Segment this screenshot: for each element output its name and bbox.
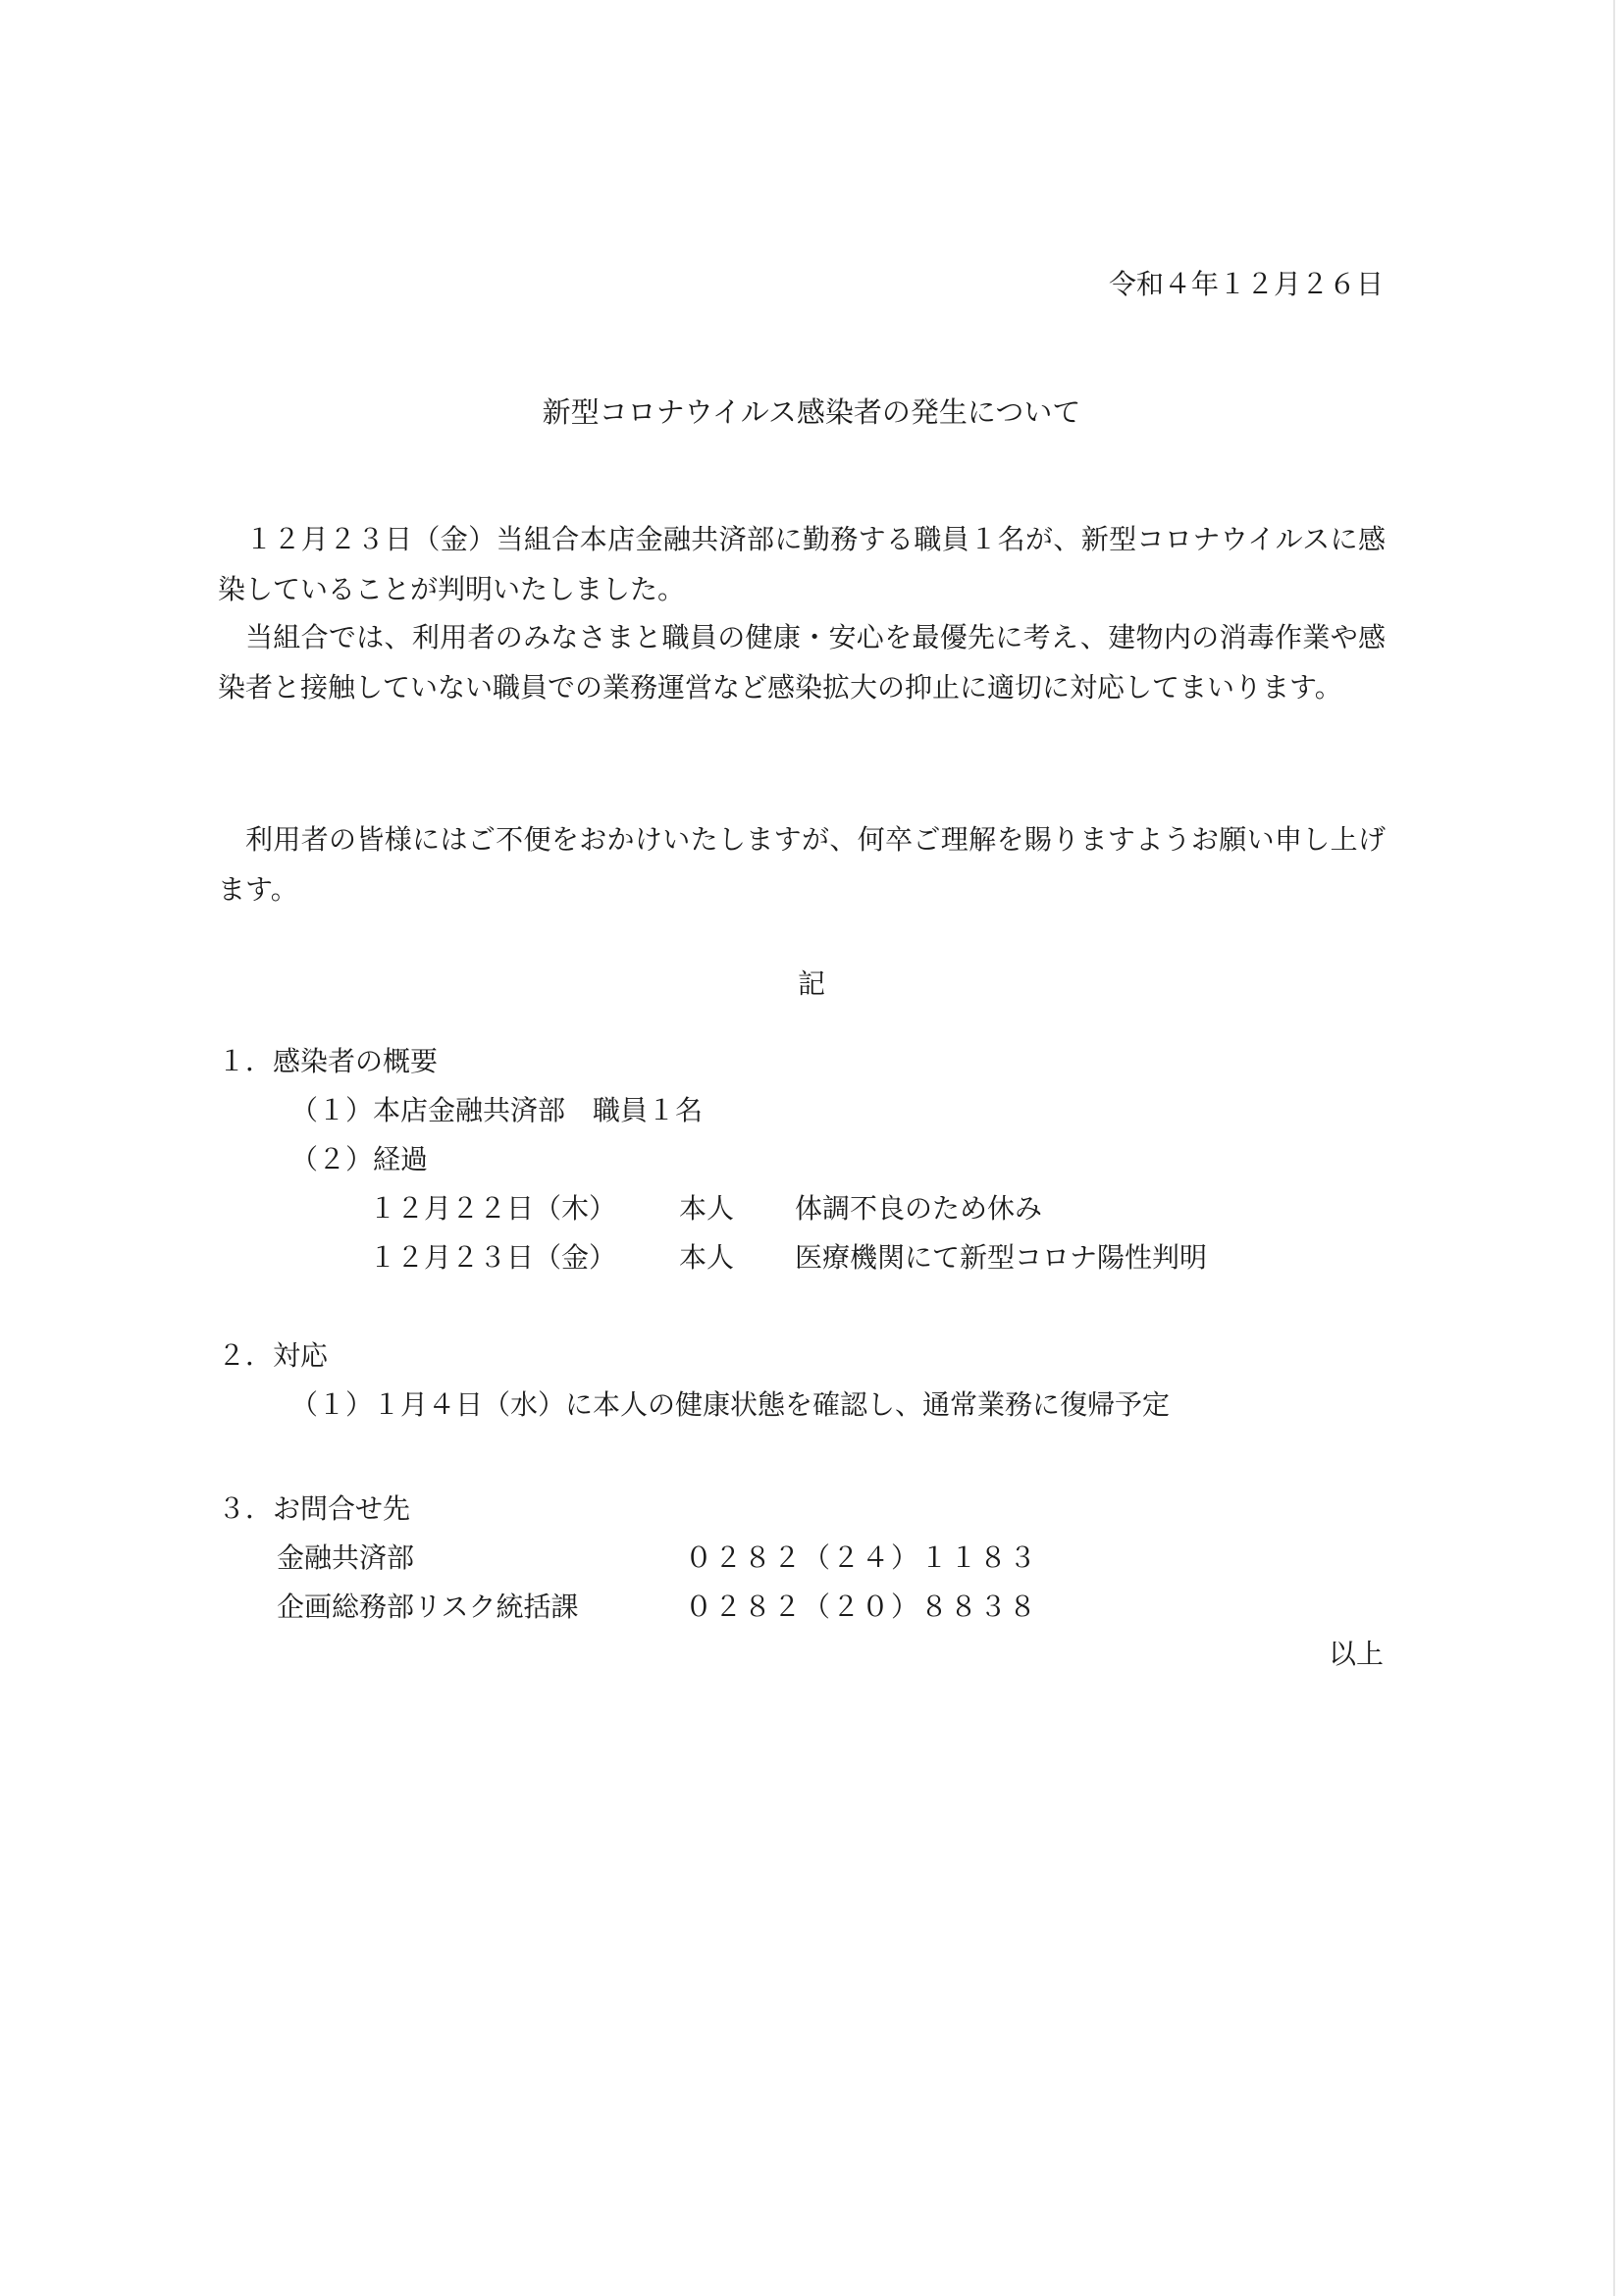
paragraph-2: 当組合では、利用者のみなさまと職員の健康・安心を最優先に考え、建物内の消毒作業や感染者と接触していない職員での業務運営など感染拡大の抑止に適切に対応してまいります。 bbox=[218, 621, 1386, 704]
timeline-date: １２月２３日（金） bbox=[369, 1241, 617, 1274]
timeline-date: １２月２２日（木） bbox=[369, 1192, 617, 1225]
timeline-person: 本人 bbox=[679, 1192, 735, 1225]
timeline-event: 体調不良のため休み bbox=[795, 1192, 1043, 1225]
section-1-item-1: （１）本店金融共済部 職員１名 bbox=[290, 1094, 704, 1126]
timeline-event: 医療機関にて新型コロナ陽性判明 bbox=[795, 1241, 1208, 1274]
section-3-heading: ３．お問合せ先 bbox=[218, 1492, 411, 1525]
closing-mark: 以上 bbox=[1328, 1638, 1384, 1670]
contact-name: 金融共済部 bbox=[277, 1541, 415, 1574]
paragraph-3: 利用者の皆様にはご不便をおかけいたしますが、何卒ご理解を賜りますようお願い申し上げます。 bbox=[218, 823, 1386, 906]
section-1-heading: １．感染者の概要 bbox=[218, 1045, 439, 1077]
paragraph-1: １２月２３日（金）当組合本店金融共済部に勤務する職員１名が、新型コロナウイルスに感染していることが判明いたしました。 bbox=[218, 523, 1386, 605]
section-1-item-2: （２）経過 bbox=[290, 1143, 429, 1175]
contact-phone: ０２８２（２０）８８３８ bbox=[685, 1591, 1039, 1623]
page-edge-line bbox=[1613, 0, 1615, 2296]
contact-phone: ０２８２（２４）１１８３ bbox=[685, 1541, 1039, 1574]
section-2-heading: ２．対応 bbox=[218, 1339, 329, 1372]
contact-name: 企画総務部リスク統括課 bbox=[277, 1591, 579, 1623]
document-title: 新型コロナウイルス感染者の発生について bbox=[542, 395, 1081, 429]
ki-heading: 記 bbox=[797, 967, 825, 1000]
document-date: 令和４年１２月２６日 bbox=[1108, 268, 1384, 300]
section-2-item-1: （１）１月４日（水）に本人の健康状態を確認し、通常業務に復帰予定 bbox=[290, 1388, 1171, 1421]
timeline-person: 本人 bbox=[679, 1241, 735, 1274]
